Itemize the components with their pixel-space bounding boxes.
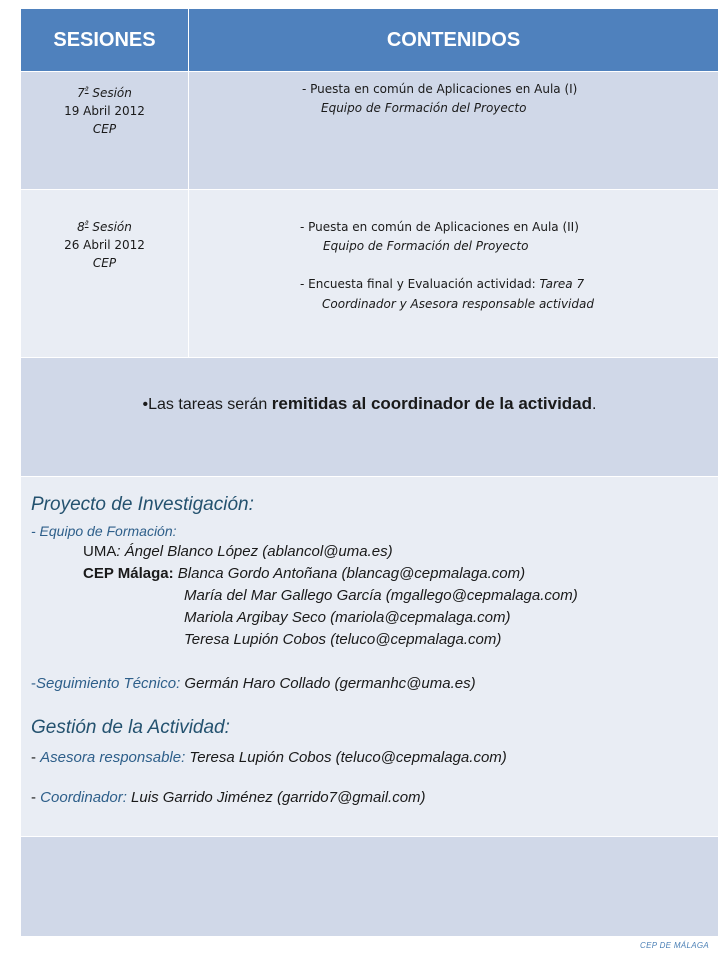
tech-label: Seguimiento Técnico: [36, 675, 181, 692]
session-cell [21, 72, 188, 189]
cep-member: Blanca Gordo Antoñana (blancag@cepmalaga.com) [177, 565, 526, 582]
content-item-responsible: Coordinador y Asesora responsable actividad [322, 297, 594, 311]
tech-prefix: - [31, 675, 36, 692]
header-contents: CONTENIDOS [188, 9, 718, 71]
cep-line [83, 565, 525, 582]
session-title [21, 81, 188, 102]
table-row [21, 71, 718, 189]
cep-member: Teresa Lupión Cobos (teluco@cepmalaga.com) [184, 631, 502, 648]
advisor-prefix: - [31, 749, 41, 766]
session-place: CEP [92, 256, 117, 270]
uma-member: : Ángel Blanco López (ablancol@uma.es) [116, 543, 393, 560]
uma-label: UMA [83, 543, 117, 560]
session-number: 7 [77, 86, 85, 100]
session-place: CEP [92, 122, 117, 136]
note-end: . [592, 396, 597, 413]
cep-label: CEP Málaga: [83, 565, 174, 582]
table-row [21, 189, 718, 357]
session-cell [21, 190, 188, 357]
note-text: Las tareas serán [148, 396, 272, 413]
bullet: • [142, 396, 149, 413]
session-label: Sesión [88, 86, 132, 100]
session-label: Sesión [88, 220, 132, 234]
content-item-text: - Encuesta final y Evaluación actividad: [300, 277, 540, 291]
cep-member: Mariola Argibay Seco (mariola@cepmalaga.com) [184, 609, 511, 626]
content-item: - Puesta en común de Aplicaciones en Aula (I) [302, 82, 578, 96]
tech-line [31, 675, 476, 692]
header-sessions: SESIONES [53, 28, 156, 51]
contents-cell [188, 72, 718, 189]
advisor-line [31, 749, 507, 766]
content-item [300, 274, 584, 294]
coordinator-label: Coordinador: [40, 789, 127, 806]
note-row [21, 357, 718, 476]
team-label: - Equipo de Formación: [31, 523, 177, 539]
sessions-table [20, 8, 719, 935]
coordinator-line [31, 789, 426, 806]
footer-brand: CEP DE MÁLAGA [640, 941, 709, 950]
management-title: Gestión de la Actividad: [31, 717, 230, 738]
session-number: 8 [77, 220, 85, 234]
table-header [21, 9, 718, 71]
content-item: - Puesta en común de Aplicaciones en Aula (II) [300, 220, 579, 234]
cep-member: María del Mar Gallego García (mgallego@cepmalaga.com) [184, 587, 578, 604]
project-info-row [21, 476, 718, 836]
session-date: 19 Abril 2012 [64, 104, 145, 118]
coordinator-prefix: - [31, 789, 41, 806]
session-title [21, 215, 188, 236]
tasks-note [21, 394, 718, 414]
task-label: Tarea 7 [539, 277, 585, 291]
session-date: 26 Abril 2012 [64, 238, 145, 252]
content-item-responsible: Equipo de Formación del Proyecto [321, 101, 527, 115]
advisor-label: Asesora responsable: [40, 749, 186, 766]
project-title: Proyecto de Investigación: [31, 494, 254, 515]
advisor-value: Teresa Lupión Cobos (teluco@cepmalaga.com) [185, 749, 507, 766]
session-ordinal: ª [84, 85, 89, 94]
contents-cell [188, 190, 718, 357]
coordinator-value: Luis Garrido Jiménez (garrido7@gmail.com) [126, 789, 426, 806]
uma-line [83, 543, 393, 560]
tech-value: Germán Haro Collado (germanhc@uma.es) [180, 675, 476, 692]
session-ordinal: ª [84, 219, 89, 228]
note-emphasis: remitidas al coordinador de la actividad [271, 394, 593, 413]
content-item-responsible: Equipo de Formación del Proyecto [323, 239, 529, 253]
empty-row [21, 836, 718, 936]
